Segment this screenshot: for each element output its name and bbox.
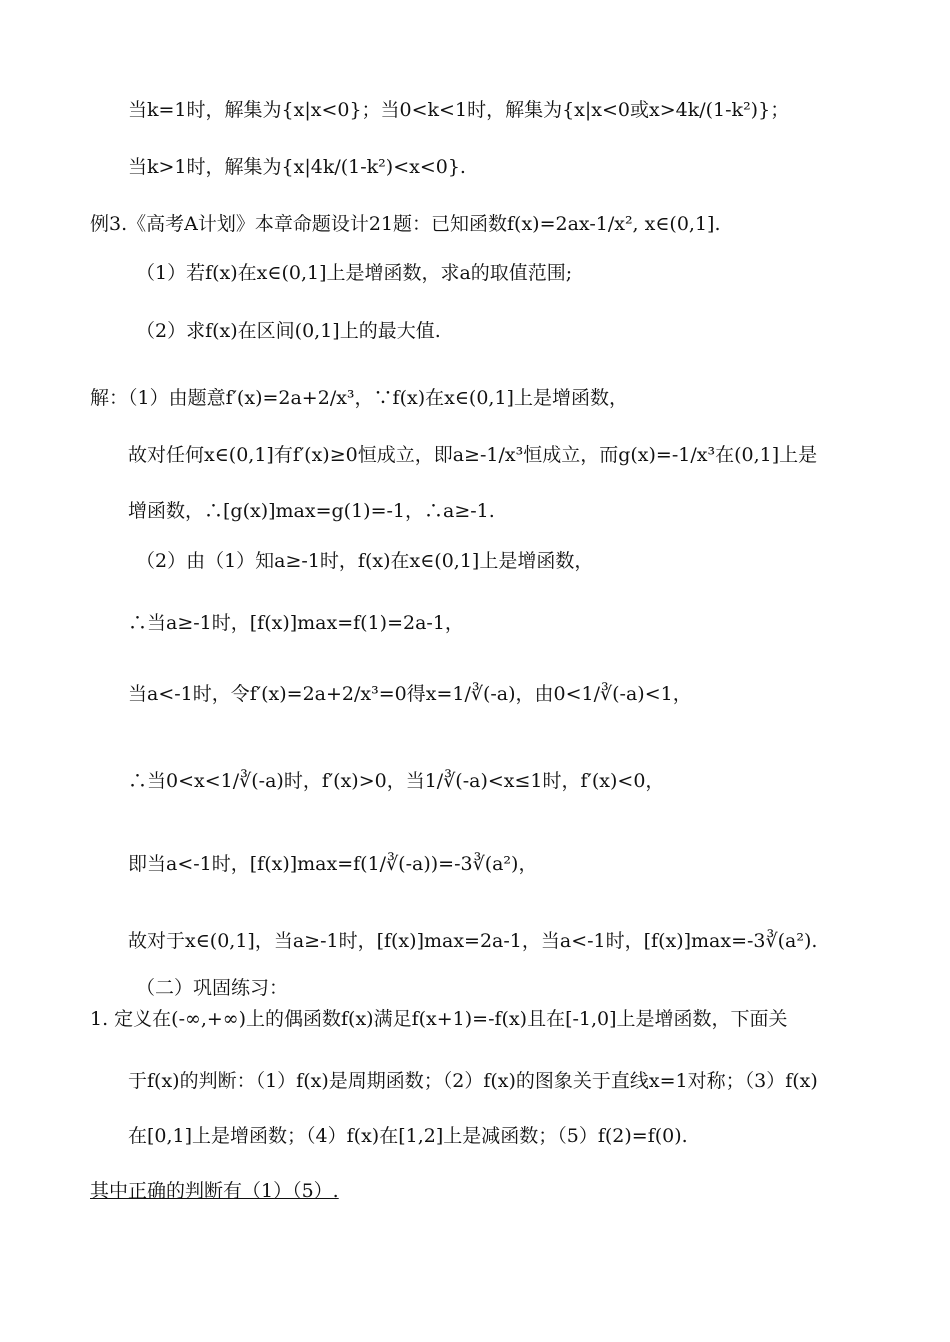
solution-line-3: 增函数，∴[g(x)]max=g(1)=-1，∴a≥-1.: [128, 500, 495, 522]
solution-part-2-line-2: ∴当a≥-1时，[f(x)]max=f(1)=2a-1，: [128, 612, 464, 634]
solution-line-2: 故对任何x∈(0,1]有f′(x)≥0恒成立，即a≥-1/x³恒成立，而g(x)=-1/x³在(0,1]上是: [128, 444, 818, 466]
solution-set-line-1: 当k=1时，解集为{x|x<0}；当0<k<1时，解集为{x|x<0或x>4k/(1-k²)}；: [128, 99, 790, 121]
example-3-statement: 例3.《高考A计划》本章命题设计21题：已知函数f(x)=2ax-1/x², x∈(0,1].: [90, 213, 721, 235]
practice-problem-1-line-3: 在[0,1]上是增函数；（4）f(x)在[1,2]上是减函数；（5）f(2)=f(0).: [128, 1125, 688, 1147]
solution-conclusion: 故对于x∈(0,1]，当a≥-1时，[f(x)]max=2a-1，当a<-1时，[f(x)]max=-3∛(a²).: [128, 930, 818, 952]
solution-set-line-2: 当k>1时，解集为{x|4k/(1-k²)<x<0}.: [128, 156, 466, 178]
solution-part-2-line-4: ∴当0<x<1/∛(-a)时，f′(x)>0，当1/∛(-a)<x≤1时，f′(x)<0，: [128, 770, 665, 792]
question-2: （2）求f(x)在区间(0,1]上的最大值.: [136, 320, 441, 342]
solution-part-2-line-5: 即当a<-1时，[f(x)]max=f(1/∛(-a))=-3∛(a²)，: [128, 853, 538, 875]
practice-problem-1-line-1: 1. 定义在(-∞,+∞)上的偶函数f(x)满足f(x+1)=-f(x)且在[-1,0]上是增函数，下面关: [90, 1008, 788, 1030]
question-1: （1）若f(x)在x∈(0,1]上是增函数，求a的取值范围;: [136, 262, 573, 284]
practice-answer: 其中正确的判断有（1）（5）.: [90, 1180, 339, 1202]
solution-part-2-line-3: 当a<-1时，令f′(x)=2a+2/x³=0得x=1/∛(-a)，由0<1/∛(-a)<1，: [128, 683, 692, 705]
solution-part-2-line-1: （2）由（1）知a≥-1时，f(x)在x∈(0,1]上是增函数，: [136, 550, 594, 572]
practice-heading: （二）巩固练习：: [136, 977, 289, 999]
solution-line-1: 解：（1）由题意f′(x)=2a+2/x³，∵f(x)在x∈(0,1]上是增函数，: [90, 387, 628, 409]
practice-problem-1-line-2: 于f(x)的判断：（1）f(x)是周期函数；（2）f(x)的图象关于直线x=1对称；（3）f(x): [128, 1070, 818, 1092]
